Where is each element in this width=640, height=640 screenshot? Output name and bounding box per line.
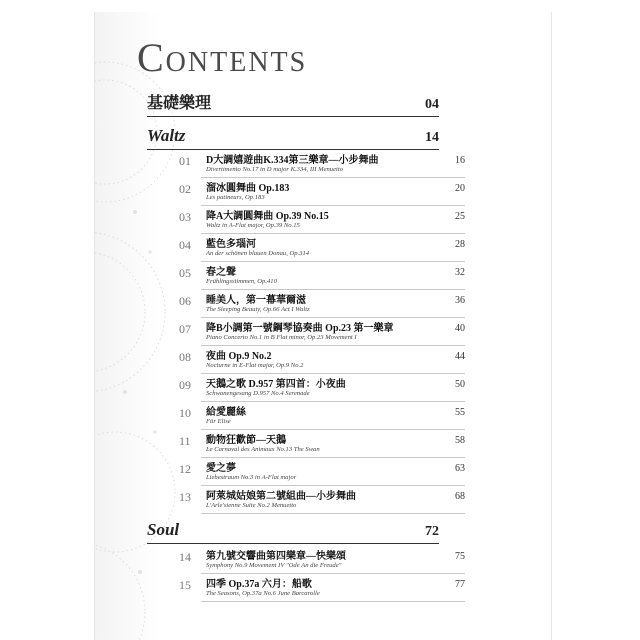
entry-divider	[201, 601, 465, 602]
entry-title-original: The Seasons, Op.37a No.6 June Barcarolle	[206, 590, 320, 597]
entry-page: 36	[455, 295, 465, 306]
entry-title-chinese: D大調嬉遊曲K.334第三樂章—小步舞曲	[206, 155, 379, 166]
section-name: 基礎樂理	[147, 95, 212, 112]
entry-title-original: Für Elise	[206, 418, 231, 425]
toc-entry[interactable]	[149, 546, 465, 574]
section-page: 72	[425, 524, 439, 539]
entry-divider	[201, 513, 465, 514]
entry-title-chinese: 溜冰圓舞曲 Op.183	[206, 183, 290, 194]
entry-title-original: Le Carnaval des Animaux No.13 The Swan	[206, 446, 320, 453]
entry-number: 10	[179, 406, 191, 420]
entry-page: 75	[455, 551, 465, 562]
entry-title-chinese: 夜曲 Op.9 No.2	[206, 351, 272, 362]
entry-page: 16	[455, 155, 465, 166]
toc-entry[interactable]	[149, 346, 465, 374]
entry-title-chinese: 動物狂歡節—天鵝	[206, 435, 286, 446]
entry-page: 50	[455, 379, 465, 390]
toc-entry[interactable]	[149, 150, 465, 178]
entry-title-original: Liebestraum No.3 in A-Flat major	[206, 474, 297, 481]
entry-title-original: The Sleeping Beauty, Op.66 Act I Waltz	[206, 306, 310, 313]
entry-title-original: Nocturne in E-Flat major, Op.9 No.2	[206, 362, 304, 369]
entry-page: 63	[455, 463, 465, 474]
toc-entry[interactable]	[149, 318, 465, 346]
entry-number: 07	[179, 322, 191, 336]
section-page: 04	[425, 97, 439, 112]
entry-title-chinese: 阿萊城姑娘第二號組曲—小步舞曲	[206, 491, 356, 502]
entry-number: 08	[179, 350, 191, 364]
entry-title-chinese: 藍色多瑙河	[206, 239, 256, 250]
page-title: Contents	[137, 35, 308, 80]
entry-number: 13	[179, 490, 191, 504]
entry-title-original: Schwanengesang D.957 No.4 Serenade	[206, 390, 310, 397]
section-soul[interactable]	[147, 517, 439, 544]
section-name: Soul	[147, 520, 180, 539]
entry-page: 28	[455, 239, 465, 250]
entry-title-chinese: 春之聲	[206, 267, 236, 278]
toc-entry[interactable]	[149, 574, 465, 602]
entry-page: 20	[455, 183, 465, 194]
toc-entry[interactable]	[149, 486, 465, 514]
entry-number: 09	[179, 378, 191, 392]
entry-title-chinese: 愛之夢	[206, 463, 236, 474]
entry-number: 01	[179, 154, 191, 168]
section-page: 14	[425, 130, 439, 145]
entry-number: 02	[179, 182, 191, 196]
entry-title-original: Les patineurs, Op.183	[206, 194, 265, 201]
entry-page: 68	[455, 491, 465, 502]
entry-title-original: Waltz in A-Flat major, Op.39 No.15	[206, 222, 300, 229]
entry-number: 14	[179, 550, 191, 564]
entry-title-chinese: 四季 Op.37a 六月：船歌	[206, 579, 312, 590]
entry-page: 55	[455, 407, 465, 418]
toc-entry[interactable]	[149, 234, 465, 262]
section-name: Waltz	[147, 126, 186, 145]
toc-entry[interactable]	[149, 374, 465, 402]
toc-entry[interactable]	[149, 402, 465, 430]
entry-page: 40	[455, 323, 465, 334]
entry-number: 11	[179, 434, 191, 448]
entry-title-chinese: 降B小調第一號鋼琴協奏曲 Op.23 第一樂章	[206, 323, 394, 334]
entry-title-chinese: 降A大調圓舞曲 Op.39 No.15	[206, 211, 329, 222]
entry-number: 04	[179, 238, 191, 252]
entry-title-original: Symphony No.9 Movement IV "Ode An die Freude"	[206, 562, 342, 569]
entry-number: 03	[179, 210, 191, 224]
entry-page: 77	[455, 579, 465, 590]
entry-title-chinese: 第九號交響曲第四樂章—快樂頌	[206, 551, 346, 562]
entry-title-original: Piano Concerto No.1 in B Flat minor, Op.23 Movement I	[206, 334, 357, 341]
entry-number: 05	[179, 266, 191, 280]
toc-entry[interactable]	[149, 290, 465, 318]
toc-entry[interactable]	[149, 430, 465, 458]
contents-page	[94, 12, 552, 640]
entry-title-original: Divertimento No.17 in D major K.334, III Menuetto	[206, 166, 343, 173]
section-basic-theory[interactable]	[147, 90, 439, 117]
entry-title-chinese: 給愛麗絲	[206, 407, 246, 418]
entry-title-chinese: 天鵝之歌 D.957 第四首：小夜曲	[206, 379, 346, 390]
section-waltz[interactable]	[147, 123, 439, 150]
toc-entry[interactable]	[149, 206, 465, 234]
entry-title-original: L'Arle'sienne Suite No.2 Menuetto	[206, 502, 297, 509]
toc-entry[interactable]	[149, 262, 465, 290]
entry-page: 32	[455, 267, 465, 278]
entry-page: 44	[455, 351, 465, 362]
entry-page: 58	[455, 435, 465, 446]
entry-title-original: Frühlingsstimmen, Op.410	[206, 278, 277, 285]
entry-number: 06	[179, 294, 191, 308]
entry-title-original: An der schönen blauen Donau, Op.314	[206, 250, 310, 257]
toc-entry[interactable]	[149, 178, 465, 206]
entry-title-chinese: 睡美人，第一幕華爾滋	[206, 295, 306, 306]
entry-page: 25	[455, 211, 465, 222]
toc-entry[interactable]	[149, 458, 465, 486]
entry-number: 15	[179, 578, 191, 592]
entry-number: 12	[179, 462, 191, 476]
